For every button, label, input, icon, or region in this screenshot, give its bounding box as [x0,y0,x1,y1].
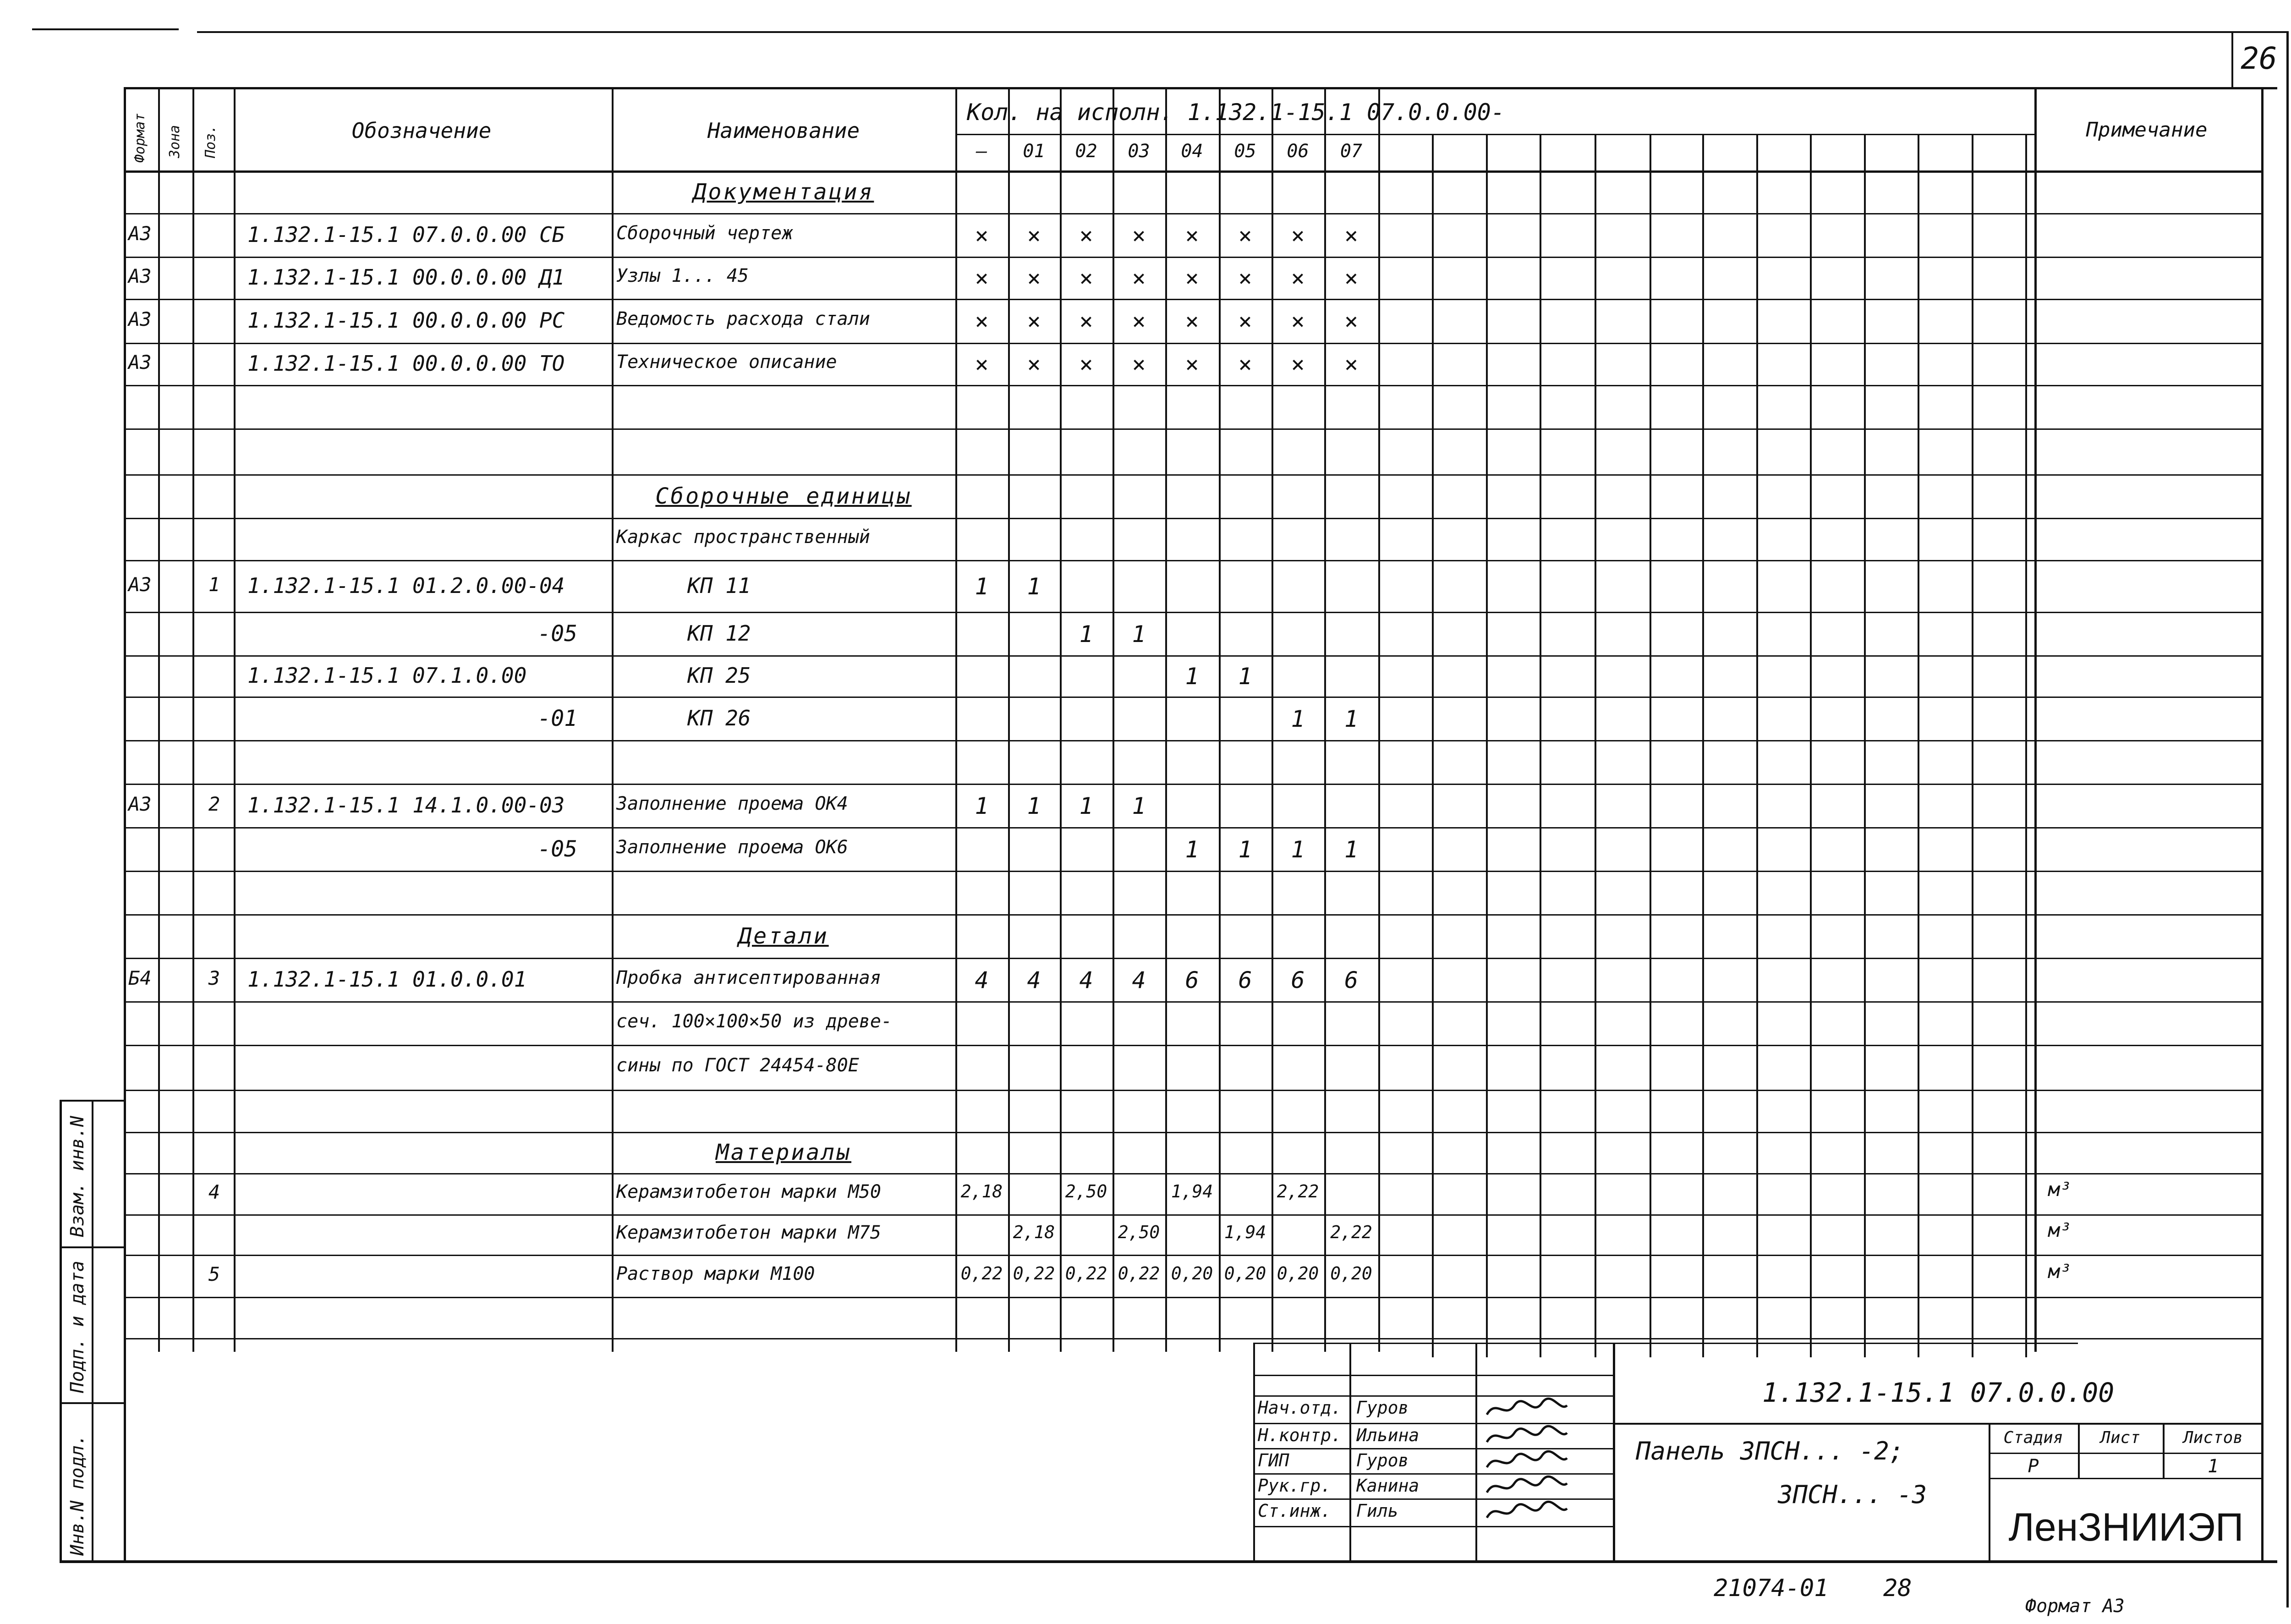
qty-cell: 1 [1027,792,1041,819]
row-name: Пробка антисептированная [616,967,881,988]
section-heading: Детали [738,923,829,949]
row-line [124,1297,2264,1298]
row-line [124,740,2264,741]
row-line [124,697,2264,698]
signature-1 [1482,1424,1569,1449]
row-name: Узлы 1... 45 [616,265,749,286]
row-name: Керамзитобетон марки М75 [616,1222,881,1243]
row-name: КП 12 [687,620,751,646]
qty-cell: 2,18 [960,1181,1003,1202]
qty-cell: 1 [1238,836,1252,863]
qty-cell: 1 [1185,836,1199,863]
row-line [124,1173,2264,1174]
row-line [124,1338,2264,1339]
qty-cell: 6 [1344,966,1359,993]
qty-cell: × [1027,308,1041,335]
stage-value: Р [2028,1456,2039,1477]
qty-cell: 1 [1079,620,1093,647]
qty-cell: 2,22 [1277,1181,1319,1202]
row-name: Каркас пространственный [616,527,870,548]
qty-cell: × [1291,265,1305,291]
row-line [124,385,2264,386]
qty-cell: × [1132,351,1146,378]
sheets-label: Листов [2183,1428,2243,1447]
qty-cell: × [1132,222,1146,249]
side-label-replace: Взам. инв.N [67,1116,88,1237]
title-name-line2: 3ПСН... -3 [1778,1480,1927,1509]
qty-cell: 0,20 [1330,1263,1372,1284]
table-top-border [124,87,2277,89]
row-designation: -05 [537,620,577,647]
qty-cell: 1 [975,792,989,819]
footer-code: 21074-01 [1714,1575,1829,1602]
qty-cell: 4 [1132,966,1146,993]
header-bottom-rule [124,170,2264,173]
qty-cell: × [1185,351,1199,378]
qty-cell: 0,22 [960,1263,1003,1284]
footer-number: 28 [1883,1575,1912,1602]
note-column-line [2034,87,2037,1352]
row-line [124,257,2264,258]
qty-cell: 0,22 [1065,1263,1107,1284]
qty-cell: 0,20 [1224,1263,1266,1284]
header-mid-rule [955,134,2034,135]
row-line [124,518,2264,519]
row-designation: 1.132.1-15.1 00.0.0.00 ТО [247,351,565,376]
column-line [1378,87,1380,1352]
qty-cell: × [1027,351,1041,378]
row-format: А3 [128,573,152,596]
title-designation: 1.132.1-15.1 07.0.0.00 [1762,1377,2115,1408]
row-designation: -05 [537,836,577,862]
title-block-row [1253,1375,1613,1376]
row-pos: 3 [208,966,220,989]
qty-cell: 1,94 [1171,1181,1213,1202]
title-block-line [2163,1423,2165,1478]
qty-cell: 1,94 [1224,1222,1266,1242]
column-line [124,87,126,1352]
staff-name: Ильина [1356,1425,1420,1445]
side-strip-mid [92,1100,93,1563]
qty-cell: × [1079,308,1093,335]
row-line [124,213,2264,214]
page-number-box [2231,31,2233,88]
row-name: Заполнение проема ОК6 [616,836,848,858]
title-block-line [1613,1343,1615,1560]
qty-cell: 4 [1027,966,1041,993]
row-format: А3 [128,222,152,245]
qty-cell: × [1344,351,1359,378]
qty-cell: × [1291,351,1305,378]
staff-role: Нач.отд. [1258,1398,1342,1418]
column-line [234,87,236,1352]
title-block-top [1253,1343,2078,1344]
staff-role: Н.контр. [1258,1425,1342,1445]
qty-cell: × [1185,265,1199,291]
title-block-row [1989,1453,2264,1454]
header-variant-5: 05 [1234,141,1256,162]
row-line [124,958,2264,959]
qty-cell: 2,50 [1118,1222,1160,1242]
qty-cell: 2,18 [1013,1222,1055,1242]
stage-label: Стадия [2003,1428,2063,1447]
qty-cell: × [1079,351,1093,378]
qty-cell: 1 [1344,836,1359,863]
staff-role: Ст.инж. [1258,1501,1332,1521]
header-zone: Зона [167,125,183,158]
row-pos: 2 [208,792,220,815]
qty-cell: × [1079,222,1093,249]
side-label-inventory: Инв.N подл. [67,1434,88,1556]
row-line [124,343,2264,344]
row-name: КП 11 [687,573,751,598]
row-name: сины по ГОСТ 24454-80Е [616,1055,859,1076]
header-format: Формат [132,113,148,163]
qty-cell: × [1238,308,1252,335]
qty-cell: 1 [1185,663,1199,690]
row-name: Ведомость расхода стали [616,308,870,329]
qty-cell: 0,22 [1118,1263,1160,1284]
top-rule-left [32,28,179,30]
qty-cell: × [1185,308,1199,335]
qty-cell: × [975,351,989,378]
qty-cell: 1 [975,573,989,600]
row-name: КП 26 [687,705,751,730]
row-line [124,560,2264,561]
qty-cell: 1 [1132,620,1146,647]
header-pos: Поз. [203,125,219,158]
qty-cell: × [975,308,989,335]
row-designation: 1.132.1-15.1 00.0.0.00 РС [247,308,565,333]
qty-cell: × [1344,265,1359,291]
staff-name: Гиль [1356,1501,1398,1521]
header-variant-3: 03 [1128,141,1150,162]
signature-0 [1482,1396,1569,1422]
qty-cell: 6 [1185,966,1199,993]
section-heading: Материалы [715,1140,852,1165]
sheets-value: 1 [2207,1456,2219,1477]
qty-cell: 0,20 [1171,1263,1213,1284]
staff-role: Рук.гр. [1258,1476,1332,1496]
qty-cell: × [975,265,989,291]
row-line [124,1045,2264,1046]
sheet-label: Лист [2100,1428,2140,1447]
qty-cell: 1 [1079,792,1093,819]
row-designation: 1.132.1-15.1 00.0.0.00 Д1 [247,265,565,290]
bottom-frame-border [60,1560,2277,1563]
side-strip-left [60,1100,62,1563]
row-pos: 4 [208,1181,220,1203]
header-note: Примечание [2086,118,2208,142]
row-line [124,1090,2264,1091]
row-line [124,428,2264,430]
row-note: м³ [2048,1178,2072,1201]
row-format: А3 [128,792,152,815]
header-qty-title: Кол. на исполн. 1.132.1-15.1 07.0.0.00- [967,99,1505,126]
row-line [124,299,2264,300]
header-name: Наименование [707,118,860,143]
row-line [124,655,2264,657]
top-rule [197,31,2286,33]
signature-4 [1482,1499,1569,1525]
header-variant-2: 02 [1075,141,1097,162]
section-heading: Сборочные единицы [655,483,912,509]
row-line [124,1255,2264,1256]
qty-cell: × [1079,265,1093,291]
title-block-line [2078,1423,2080,1478]
row-designation: 1.132.1-15.1 01.2.0.00-04 [247,573,565,598]
row-designation: -01 [537,705,577,731]
row-designation: 1.132.1-15.1 01.0.0.01 [247,966,527,992]
row-note: м³ [2048,1219,2072,1241]
row-line [124,1132,2264,1133]
row-pos: 5 [208,1263,220,1285]
row-designation: 1.132.1-15.1 07.0.0.00 СБ [247,222,565,247]
side-label-signature: Подп. и дата [67,1261,88,1393]
staff-name: Канина [1356,1476,1420,1496]
header-variant-4: 04 [1181,141,1203,162]
qty-cell: × [1291,222,1305,249]
qty-cell: × [1185,222,1199,249]
row-name: Керамзитобетон марки М50 [616,1181,881,1202]
qty-cell: × [1344,308,1359,335]
qty-cell: 0,22 [1013,1263,1055,1284]
qty-cell: × [1291,308,1305,335]
organization-name: ЛенЗНИИЭП [2008,1505,2244,1549]
qty-cell: 1 [1291,705,1305,732]
row-format: А3 [128,351,152,373]
header-variant-1: 01 [1023,141,1045,162]
qty-cell: × [1344,222,1359,249]
row-line [124,784,2264,785]
row-designation: 1.132.1-15.1 07.1.0.00 [247,663,527,688]
staff-row [1253,1526,1613,1527]
row-line [124,474,2264,476]
qty-cell: 0,20 [1277,1263,1319,1284]
qty-cell: 6 [1291,966,1305,993]
row-format: А3 [128,265,152,287]
qty-cell: × [1132,308,1146,335]
footer-format: Формат А3 [2025,1596,2125,1617]
row-name: Раствор марки М100 [616,1263,815,1284]
qty-cell: 1 [1132,792,1146,819]
row-name: Сборочный чертеж [616,222,793,244]
staff-name: Гуров [1356,1398,1409,1418]
row-line [124,871,2264,872]
title-name-line1: Панель 3ПСН... -2; [1636,1437,1904,1465]
signature-2 [1482,1449,1569,1475]
row-pos: 1 [208,573,220,596]
qty-cell: × [1238,265,1252,291]
row-line [124,1214,2264,1216]
row-note: м³ [2048,1260,2072,1283]
row-format: А3 [128,308,152,330]
staff-name: Гуров [1356,1450,1409,1470]
row-name: сеч. 100×100×50 из древе- [616,1010,893,1032]
page-number: 26 [2241,41,2277,76]
qty-cell: × [1132,265,1146,291]
title-block-row [1989,1478,2264,1479]
row-line [124,1001,2264,1003]
column-line [612,87,614,1352]
staff-role: ГИП [1258,1450,1289,1470]
qty-cell: 2,22 [1330,1222,1372,1242]
qty-cell: 4 [975,966,989,993]
row-name: КП 25 [687,663,751,688]
right-frame-border [2286,31,2289,1608]
header-variant-7: 07 [1340,141,1363,162]
qty-cell: × [1238,222,1252,249]
row-name: Техническое описание [616,351,837,373]
title-block-line [1989,1423,1990,1560]
row-designation: 1.132.1-15.1 14.1.0.00-03 [247,792,565,817]
row-name: Заполнение проема ОК4 [616,793,848,814]
qty-cell: 1 [1344,705,1359,732]
signature-3 [1482,1474,1569,1500]
qty-cell: 1 [1291,836,1305,863]
header-variant-0: — [976,141,987,162]
qty-cell: × [1238,351,1252,378]
qty-cell: × [1027,265,1041,291]
section-heading: Документация [693,179,874,205]
qty-cell: × [1027,222,1041,249]
row-line [124,914,2264,916]
row-line [124,612,2264,613]
qty-cell: × [975,222,989,249]
column-line [192,87,194,1352]
row-line [124,827,2264,828]
qty-cell: 6 [1238,966,1252,993]
qty-cell: 4 [1079,966,1093,993]
header-variant-6: 06 [1287,141,1309,162]
row-format: Б4 [128,966,152,989]
header-designation: Обозначение [351,118,492,143]
qty-cell: 1 [1238,663,1252,690]
qty-cell: 1 [1027,573,1041,600]
table-right-border [2261,87,2264,1563]
qty-cell: 2,50 [1065,1181,1107,1202]
